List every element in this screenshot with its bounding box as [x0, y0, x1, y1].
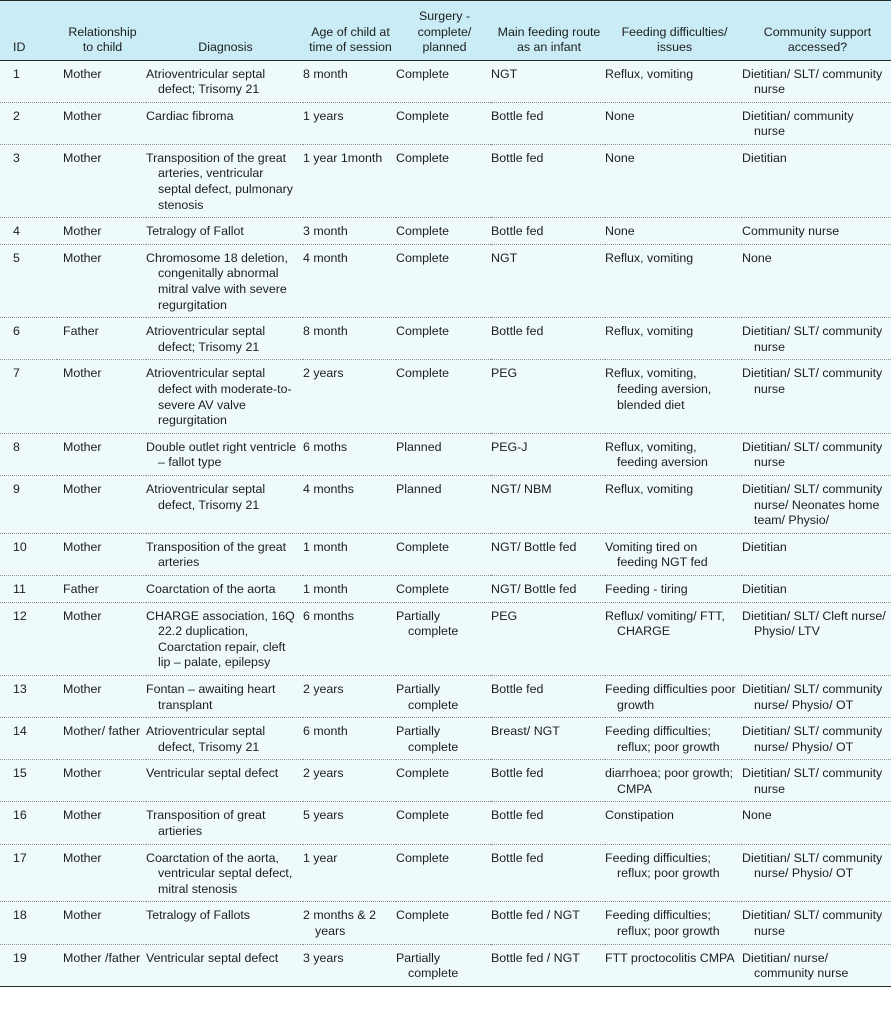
cell-community-support: Dietitian/ SLT/ community nurse [742, 760, 891, 802]
cell-feeding-difficulties: None [605, 218, 742, 245]
table-row [0, 218, 891, 245]
cell-community-support: Dietitian [742, 533, 891, 575]
cell-age: 1 month [303, 533, 396, 575]
cell-age: 8 month [303, 60, 396, 102]
table-row [0, 533, 891, 575]
cell-feeding-route: PEG [491, 602, 605, 675]
cell-feeding-difficulties: diarrhoea; poor growth; CMPA [605, 760, 742, 802]
cell-diagnosis: Double outlet right ventricle – fallot type [146, 433, 303, 475]
cell-relationship: Mother [57, 102, 146, 144]
cell-feeding-difficulties: Feeding difficulties poor growth [605, 675, 742, 717]
cell-age: 4 months [303, 475, 396, 533]
table-row [0, 433, 891, 475]
cell-surgery: Planned [396, 433, 491, 475]
cell-community-support: Dietitian [742, 575, 891, 602]
cell-diagnosis: Atrioventricular septal defect; Trisomy 21 [146, 60, 303, 102]
cell-id: 4 [0, 218, 57, 245]
cell-surgery: Complete [396, 533, 491, 575]
cell-feeding-difficulties: Feeding - tiring [605, 575, 742, 602]
cell-id: 3 [0, 144, 57, 217]
cell-surgery: Complete [396, 244, 491, 317]
header-feeding-difficulties: Feeding difficulties/ issues [605, 1, 742, 61]
table-row [0, 60, 891, 102]
cell-surgery: Complete [396, 360, 491, 433]
cell-diagnosis: Coarctation of the aorta [146, 575, 303, 602]
cell-community-support: Dietitian/ community nurse [742, 102, 891, 144]
cell-relationship: Mother [57, 433, 146, 475]
cell-surgery: Complete [396, 802, 491, 844]
cell-id: 5 [0, 244, 57, 317]
cell-diagnosis: Transposition of the great arteries [146, 533, 303, 575]
header-feeding-route: Main feeding route as an infant [491, 1, 605, 61]
header-surgery: Surgery - complete/ planned [396, 1, 491, 61]
table-row [0, 244, 891, 317]
cell-feeding-difficulties: None [605, 102, 742, 144]
cell-id: 1 [0, 60, 57, 102]
cell-community-support: Dietitian/ SLT/ community nurse/ Neonates home team/ Physio/ [742, 475, 891, 533]
table-row [0, 360, 891, 433]
cell-feeding-difficulties: Feeding difficulties; reflux; poor growth [605, 902, 742, 944]
cell-feeding-route: Bottle fed [491, 318, 605, 360]
cell-diagnosis: Tetralogy of Fallots [146, 902, 303, 944]
cell-relationship: Mother [57, 902, 146, 944]
cell-community-support: Dietitian/ SLT/ community nurse/ Physio/ OT [742, 675, 891, 717]
cell-age: 3 month [303, 218, 396, 245]
cell-surgery: Complete [396, 60, 491, 102]
cell-feeding-route: NGT/ NBM [491, 475, 605, 533]
cell-id: 8 [0, 433, 57, 475]
header-age: Age of child at time of session [303, 1, 396, 61]
cell-feeding-difficulties: Vomiting tired on feeding NGT fed [605, 533, 742, 575]
cell-feeding-difficulties: Reflux, vomiting [605, 244, 742, 317]
cell-surgery: Complete [396, 218, 491, 245]
cell-age: 5 years [303, 802, 396, 844]
cell-relationship: Father [57, 318, 146, 360]
cell-community-support: Dietitian/ SLT/ community nurse [742, 60, 891, 102]
cell-age: 2 years [303, 675, 396, 717]
cell-feeding-route: Bottle fed [491, 144, 605, 217]
cell-diagnosis: CHARGE association, 16Q 22.2 duplication, Coarctation repair, cleft lip – palate, epilepsy [146, 602, 303, 675]
table-row [0, 675, 891, 717]
cell-relationship: Mother /father [57, 944, 146, 986]
cell-age: 6 months [303, 602, 396, 675]
cell-surgery: Planned [396, 475, 491, 533]
cell-diagnosis: Coarctation of the aorta, ventricular septal defect, mitral stenosis [146, 844, 303, 902]
cell-feeding-route: NGT [491, 60, 605, 102]
table-row [0, 760, 891, 802]
cell-feeding-route: Breast/ NGT [491, 718, 605, 760]
cell-community-support: Dietitian/ SLT/ Cleft nurse/ Physio/ LTV [742, 602, 891, 675]
cell-relationship: Mother/ father [57, 718, 146, 760]
cell-feeding-difficulties: Reflux/ vomiting/ FTT, CHARGE [605, 602, 742, 675]
cell-id: 11 [0, 575, 57, 602]
header-diagnosis: Diagnosis [146, 1, 303, 61]
table-row [0, 902, 891, 944]
cell-age: 1 month [303, 575, 396, 602]
cell-relationship: Mother [57, 844, 146, 902]
table-row [0, 718, 891, 760]
cell-surgery: Partially complete [396, 675, 491, 717]
cell-diagnosis: Tetralogy of Fallot [146, 218, 303, 245]
cell-id: 6 [0, 318, 57, 360]
table-row [0, 602, 891, 675]
cell-diagnosis: Atrioventricular septal defect, Trisomy 21 [146, 475, 303, 533]
cell-relationship: Mother [57, 218, 146, 245]
cell-relationship: Mother [57, 144, 146, 217]
cell-feeding-route: Bottle fed [491, 675, 605, 717]
cell-feeding-difficulties: Reflux, vomiting, feeding aversion [605, 433, 742, 475]
cell-community-support: Dietitian/ SLT/ community nurse/ Physio/ OT [742, 718, 891, 760]
cell-id: 9 [0, 475, 57, 533]
cell-feeding-route: Bottle fed / NGT [491, 944, 605, 986]
cell-surgery: Complete [396, 902, 491, 944]
cell-surgery: Complete [396, 318, 491, 360]
header-id: ID [0, 1, 57, 61]
table-row [0, 802, 891, 844]
cell-relationship: Mother [57, 244, 146, 317]
cell-feeding-difficulties: FTT proctocolitis CMPA [605, 944, 742, 986]
table-row [0, 575, 891, 602]
cell-id: 19 [0, 944, 57, 986]
table-body [0, 60, 891, 986]
cell-feeding-difficulties: Reflux, vomiting [605, 318, 742, 360]
cell-relationship: Mother [57, 602, 146, 675]
cell-community-support: None [742, 802, 891, 844]
cell-feeding-route: PEG-J [491, 433, 605, 475]
cell-community-support: Dietitian/ SLT/ community nurse [742, 360, 891, 433]
cell-relationship: Mother [57, 475, 146, 533]
cell-feeding-difficulties: Feeding difficulties; reflux; poor growth [605, 844, 742, 902]
cell-id: 10 [0, 533, 57, 575]
cell-relationship: Mother [57, 760, 146, 802]
cell-id: 7 [0, 360, 57, 433]
cell-relationship: Father [57, 575, 146, 602]
cell-id: 2 [0, 102, 57, 144]
table-row [0, 844, 891, 902]
cell-age: 3 years [303, 944, 396, 986]
cell-feeding-difficulties: Constipation [605, 802, 742, 844]
cell-id: 17 [0, 844, 57, 902]
header-row [0, 1, 891, 61]
cell-id: 12 [0, 602, 57, 675]
cell-age: 6 moths [303, 433, 396, 475]
cell-age: 2 years [303, 360, 396, 433]
cell-age: 6 month [303, 718, 396, 760]
cell-diagnosis: Fontan – awaiting heart transplant [146, 675, 303, 717]
cell-diagnosis: Atrioventricular septal defect with moderate-to-severe AV valve regurgitation [146, 360, 303, 433]
cell-community-support: Dietitian [742, 144, 891, 217]
table-row [0, 318, 891, 360]
cell-community-support: None [742, 244, 891, 317]
cell-relationship: Mother [57, 675, 146, 717]
cell-feeding-route: PEG [491, 360, 605, 433]
cell-feeding-route: Bottle fed [491, 760, 605, 802]
cell-surgery: Complete [396, 102, 491, 144]
cell-id: 15 [0, 760, 57, 802]
table-row [0, 475, 891, 533]
cell-age: 2 years [303, 760, 396, 802]
cell-diagnosis: Ventricular septal defect [146, 944, 303, 986]
table-row [0, 102, 891, 144]
cell-id: 18 [0, 902, 57, 944]
cell-diagnosis: Chromosome 18 deletion, congenitally abnormal mitral valve with severe regurgitation [146, 244, 303, 317]
cell-feeding-difficulties: Feeding difficulties; reflux; poor growth [605, 718, 742, 760]
cell-community-support: Dietitian/ SLT/ community nurse [742, 433, 891, 475]
cell-surgery: Complete [396, 575, 491, 602]
cell-feeding-difficulties: Reflux, vomiting, feeding aversion, blended diet [605, 360, 742, 433]
cell-feeding-route: Bottle fed [491, 844, 605, 902]
cell-surgery: Partially complete [396, 944, 491, 986]
cell-surgery: Partially complete [396, 602, 491, 675]
cell-relationship: Mother [57, 60, 146, 102]
cell-relationship: Mother [57, 533, 146, 575]
cell-feeding-route: Bottle fed [491, 218, 605, 245]
cell-age: 1 year [303, 844, 396, 902]
cell-feeding-route: NGT/ Bottle fed [491, 575, 605, 602]
cell-diagnosis: Cardiac fibroma [146, 102, 303, 144]
cell-feeding-route: Bottle fed [491, 102, 605, 144]
cell-community-support: Dietitian/ SLT/ community nurse [742, 318, 891, 360]
table-row [0, 944, 891, 986]
cell-feeding-difficulties: Reflux, vomiting [605, 60, 742, 102]
cell-community-support: Dietitian/ SLT/ community nurse [742, 902, 891, 944]
cell-feeding-route: Bottle fed / NGT [491, 902, 605, 944]
cell-diagnosis: Transposition of the great arteries, ventricular septal defect, pulmonary stenosis [146, 144, 303, 217]
cell-surgery: Complete [396, 760, 491, 802]
header-community-support: Community support accessed? [742, 1, 891, 61]
cell-community-support: Dietitian/ nurse/ community nurse [742, 944, 891, 986]
cell-feeding-difficulties: Reflux, vomiting [605, 475, 742, 533]
cell-feeding-difficulties: None [605, 144, 742, 217]
cell-relationship: Mother [57, 360, 146, 433]
cell-feeding-route: NGT [491, 244, 605, 317]
cell-age: 8 month [303, 318, 396, 360]
cell-feeding-route: NGT/ Bottle fed [491, 533, 605, 575]
cell-relationship: Mother [57, 802, 146, 844]
cell-diagnosis: Ventricular septal defect [146, 760, 303, 802]
cell-surgery: Partially complete [396, 718, 491, 760]
cell-community-support: Community nurse [742, 218, 891, 245]
cell-id: 16 [0, 802, 57, 844]
cell-id: 14 [0, 718, 57, 760]
cell-age: 1 years [303, 102, 396, 144]
cell-feeding-route: Bottle fed [491, 802, 605, 844]
cell-diagnosis: Atrioventricular septal defect; Trisomy 21 [146, 318, 303, 360]
cell-diagnosis: Atrioventricular septal defect, Trisomy 21 [146, 718, 303, 760]
cell-age: 4 month [303, 244, 396, 317]
cell-diagnosis: Transposition of great artieries [146, 802, 303, 844]
cell-surgery: Complete [396, 144, 491, 217]
table-row [0, 144, 891, 217]
cell-surgery: Complete [396, 844, 491, 902]
table-header [0, 1, 891, 61]
cell-community-support: Dietitian/ SLT/ community nurse/ Physio/ OT [742, 844, 891, 902]
cell-age: 2 months & 2 years [303, 902, 396, 944]
header-relationship: Relationship to child [57, 1, 146, 61]
cell-id: 13 [0, 675, 57, 717]
cell-age: 1 year 1month [303, 144, 396, 217]
